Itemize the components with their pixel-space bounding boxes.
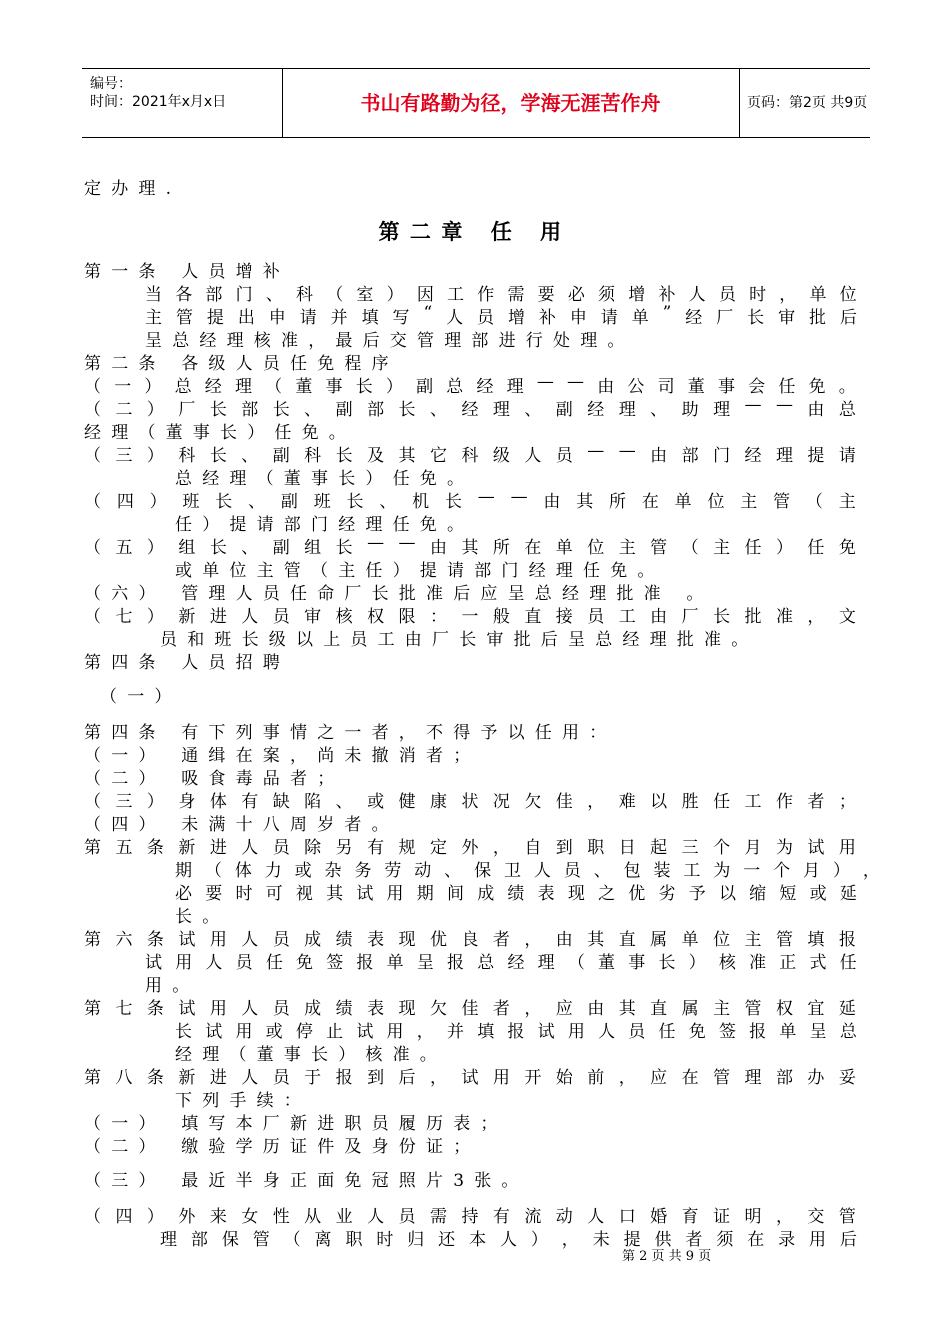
header-motto: 书山有路勤为径，学海无涯苦作舟 bbox=[282, 69, 740, 137]
doc-line: （三） 最近半身正面免冠照片3张。 bbox=[84, 1171, 529, 1191]
date-label: 时间：2021年x月x日 bbox=[90, 94, 227, 110]
doc-line: 下列手续： bbox=[175, 1091, 311, 1111]
doc-line: 第四条 人员招聘 bbox=[84, 653, 291, 673]
doc-line: 员和班长级以上员工由厂长审批后呈总经理批准。 bbox=[160, 630, 759, 650]
number-label: 编号： bbox=[90, 76, 132, 92]
doc-line: （一） bbox=[100, 687, 182, 707]
doc-line: 第 七 条 试 用 人 员 成 绩 表 现 欠 佳 者 ， 应 由 其 直 属 主 管 权 宜 延 bbox=[84, 999, 856, 1019]
doc-line: （ 二 ） 厂 长 部 长 、 副 部 长 、 经 理 、 副 经 理 、 助 理 — — 由 总 bbox=[84, 395, 856, 420]
header-meta bbox=[82, 69, 283, 137]
doc-line: 经理（董事长）任免。 bbox=[84, 423, 356, 443]
doc-line: 总经理（董事长）任免。 bbox=[175, 469, 475, 489]
doc-line: 或单位主管（主任）提请部门经理任免。 bbox=[175, 561, 665, 581]
doc-line: （二） 吸食毒品者； bbox=[84, 769, 345, 789]
doc-line: （ 四 ） 班 长 、 副 班 长 、 机 长 — — 由 其 所 在 单 位 主 管 （ 主 bbox=[84, 487, 856, 512]
doc-line: 理 部 保 管 （ 离 职 时 归 还 本 人 ） ， 未 提 供 者 须 在 录 用 后 bbox=[160, 1230, 857, 1250]
doc-line: （四） 未满十八周岁者。 bbox=[84, 815, 399, 835]
doc-line: 主 管 提 出 申 请 并 填 写 “ 人 员 增 补 申 请 单 ” 经 厂 长 审 批 后 bbox=[145, 303, 857, 328]
doc-line: （一） 通缉在案，尚未撤消者； bbox=[84, 746, 481, 766]
header-page-info: 页码：第2页 共9页 bbox=[747, 95, 868, 111]
doc-line: 呈总经理核准，最后交管理部进行处理。 bbox=[145, 331, 635, 351]
doc-line: （ 五 ） 组 长 、 副 组 长 — — 由 其 所 在 单 位 主 管 （ 主 任 ） 任 免 bbox=[84, 533, 856, 558]
doc-line: 用。 bbox=[145, 976, 200, 996]
doc-line: 第 五 条 新 进 人 员 除 另 有 规 定 外 ， 自 到 职 日 起 三 个 月 为 试 用 bbox=[84, 838, 856, 858]
doc-line: 第 八 条 新 进 人 员 于 报 到 后 ， 试 用 开 始 前 ， 应 在 管 理 部 办 妥 bbox=[84, 1068, 856, 1088]
doc-line: 当 各 部 门 、 科 （ 室 ） 因 工 作 需 要 必 须 增 补 人 员 时 ， 单 位 bbox=[145, 285, 857, 305]
doc-line: （ 一 ） 总 经 理 （ 董 事 长 ） 副 总 经 理 — — 由 公 司 董 事 会 任 免 。 bbox=[84, 372, 856, 397]
doc-line: 第 六 条 试 用 人 员 成 绩 表 现 优 良 者 ， 由 其 直 属 单 位 主 管 填 报 bbox=[84, 930, 856, 950]
doc-line: （ 三 ） 科 长 、 副 科 长 及 其 它 科 级 人 员 — — 由 部 门 经 理 提 请 bbox=[84, 441, 856, 466]
page-footer: 第 2 页 共 9 页 bbox=[622, 1249, 712, 1264]
doc-line: （ 四 ） 外 来 女 性 从 业 人 员 需 持 有 流 动 人 口 婚 育 证 明 ， 交 管 bbox=[84, 1207, 856, 1227]
page-header bbox=[82, 68, 870, 138]
doc-line: （ 七 ） 新 进 人 员 审 核 权 限 ： 一 般 直 接 员 工 由 厂 长 批 准 ， 文 bbox=[84, 607, 856, 627]
prev-tail-text: 定办理. bbox=[84, 179, 182, 199]
chapter-title: 第二章 任 用 bbox=[378, 220, 572, 244]
doc-line: 必 要 时 可 视 其 试 用 期 间 成 绩 表 现 之 优 劣 予 以 缩 短 或 延 bbox=[175, 884, 857, 904]
doc-line: 第一条 人员增补 bbox=[84, 262, 291, 282]
doc-line: （六） 管理人员任命厂长批准后应呈总经理批准 。 bbox=[84, 584, 714, 604]
doc-line: 任）提请部门经理任免。 bbox=[175, 515, 475, 535]
doc-line: 经理（董事长）核准。 bbox=[175, 1045, 447, 1065]
doc-line: （ 三 ） 身 体 有 缺 陷 、 或 健 康 状 况 欠 佳 ， 难 以 胜 任 工 作 者 ； bbox=[84, 792, 856, 812]
doc-line: （二） 缴验学历证件及身份证； bbox=[84, 1137, 481, 1157]
doc-line: 期 （ 体 力 或 杂 务 劳 动 、 保 卫 人 员 、 包 装 工 为 一 个 月 ） ， bbox=[175, 861, 880, 881]
doc-line: 试 用 人 员 任 免 签 报 单 呈 报 总 经 理 （ 董 事 长 ） 核 准 正 式 任 bbox=[145, 953, 857, 973]
doc-line: 长。 bbox=[175, 907, 230, 927]
doc-line: 第四条 有下列事情之一者，不得予以任用： bbox=[84, 723, 617, 743]
doc-line: 长 试 用 或 停 止 试 用 ， 并 填 报 试 用 人 员 任 免 签 报 单 呈 总 bbox=[175, 1022, 857, 1042]
doc-line: 第二条 各级人员任免程序 bbox=[84, 354, 399, 374]
doc-line: （一） 填写本厂新进职员履历表； bbox=[84, 1114, 508, 1134]
